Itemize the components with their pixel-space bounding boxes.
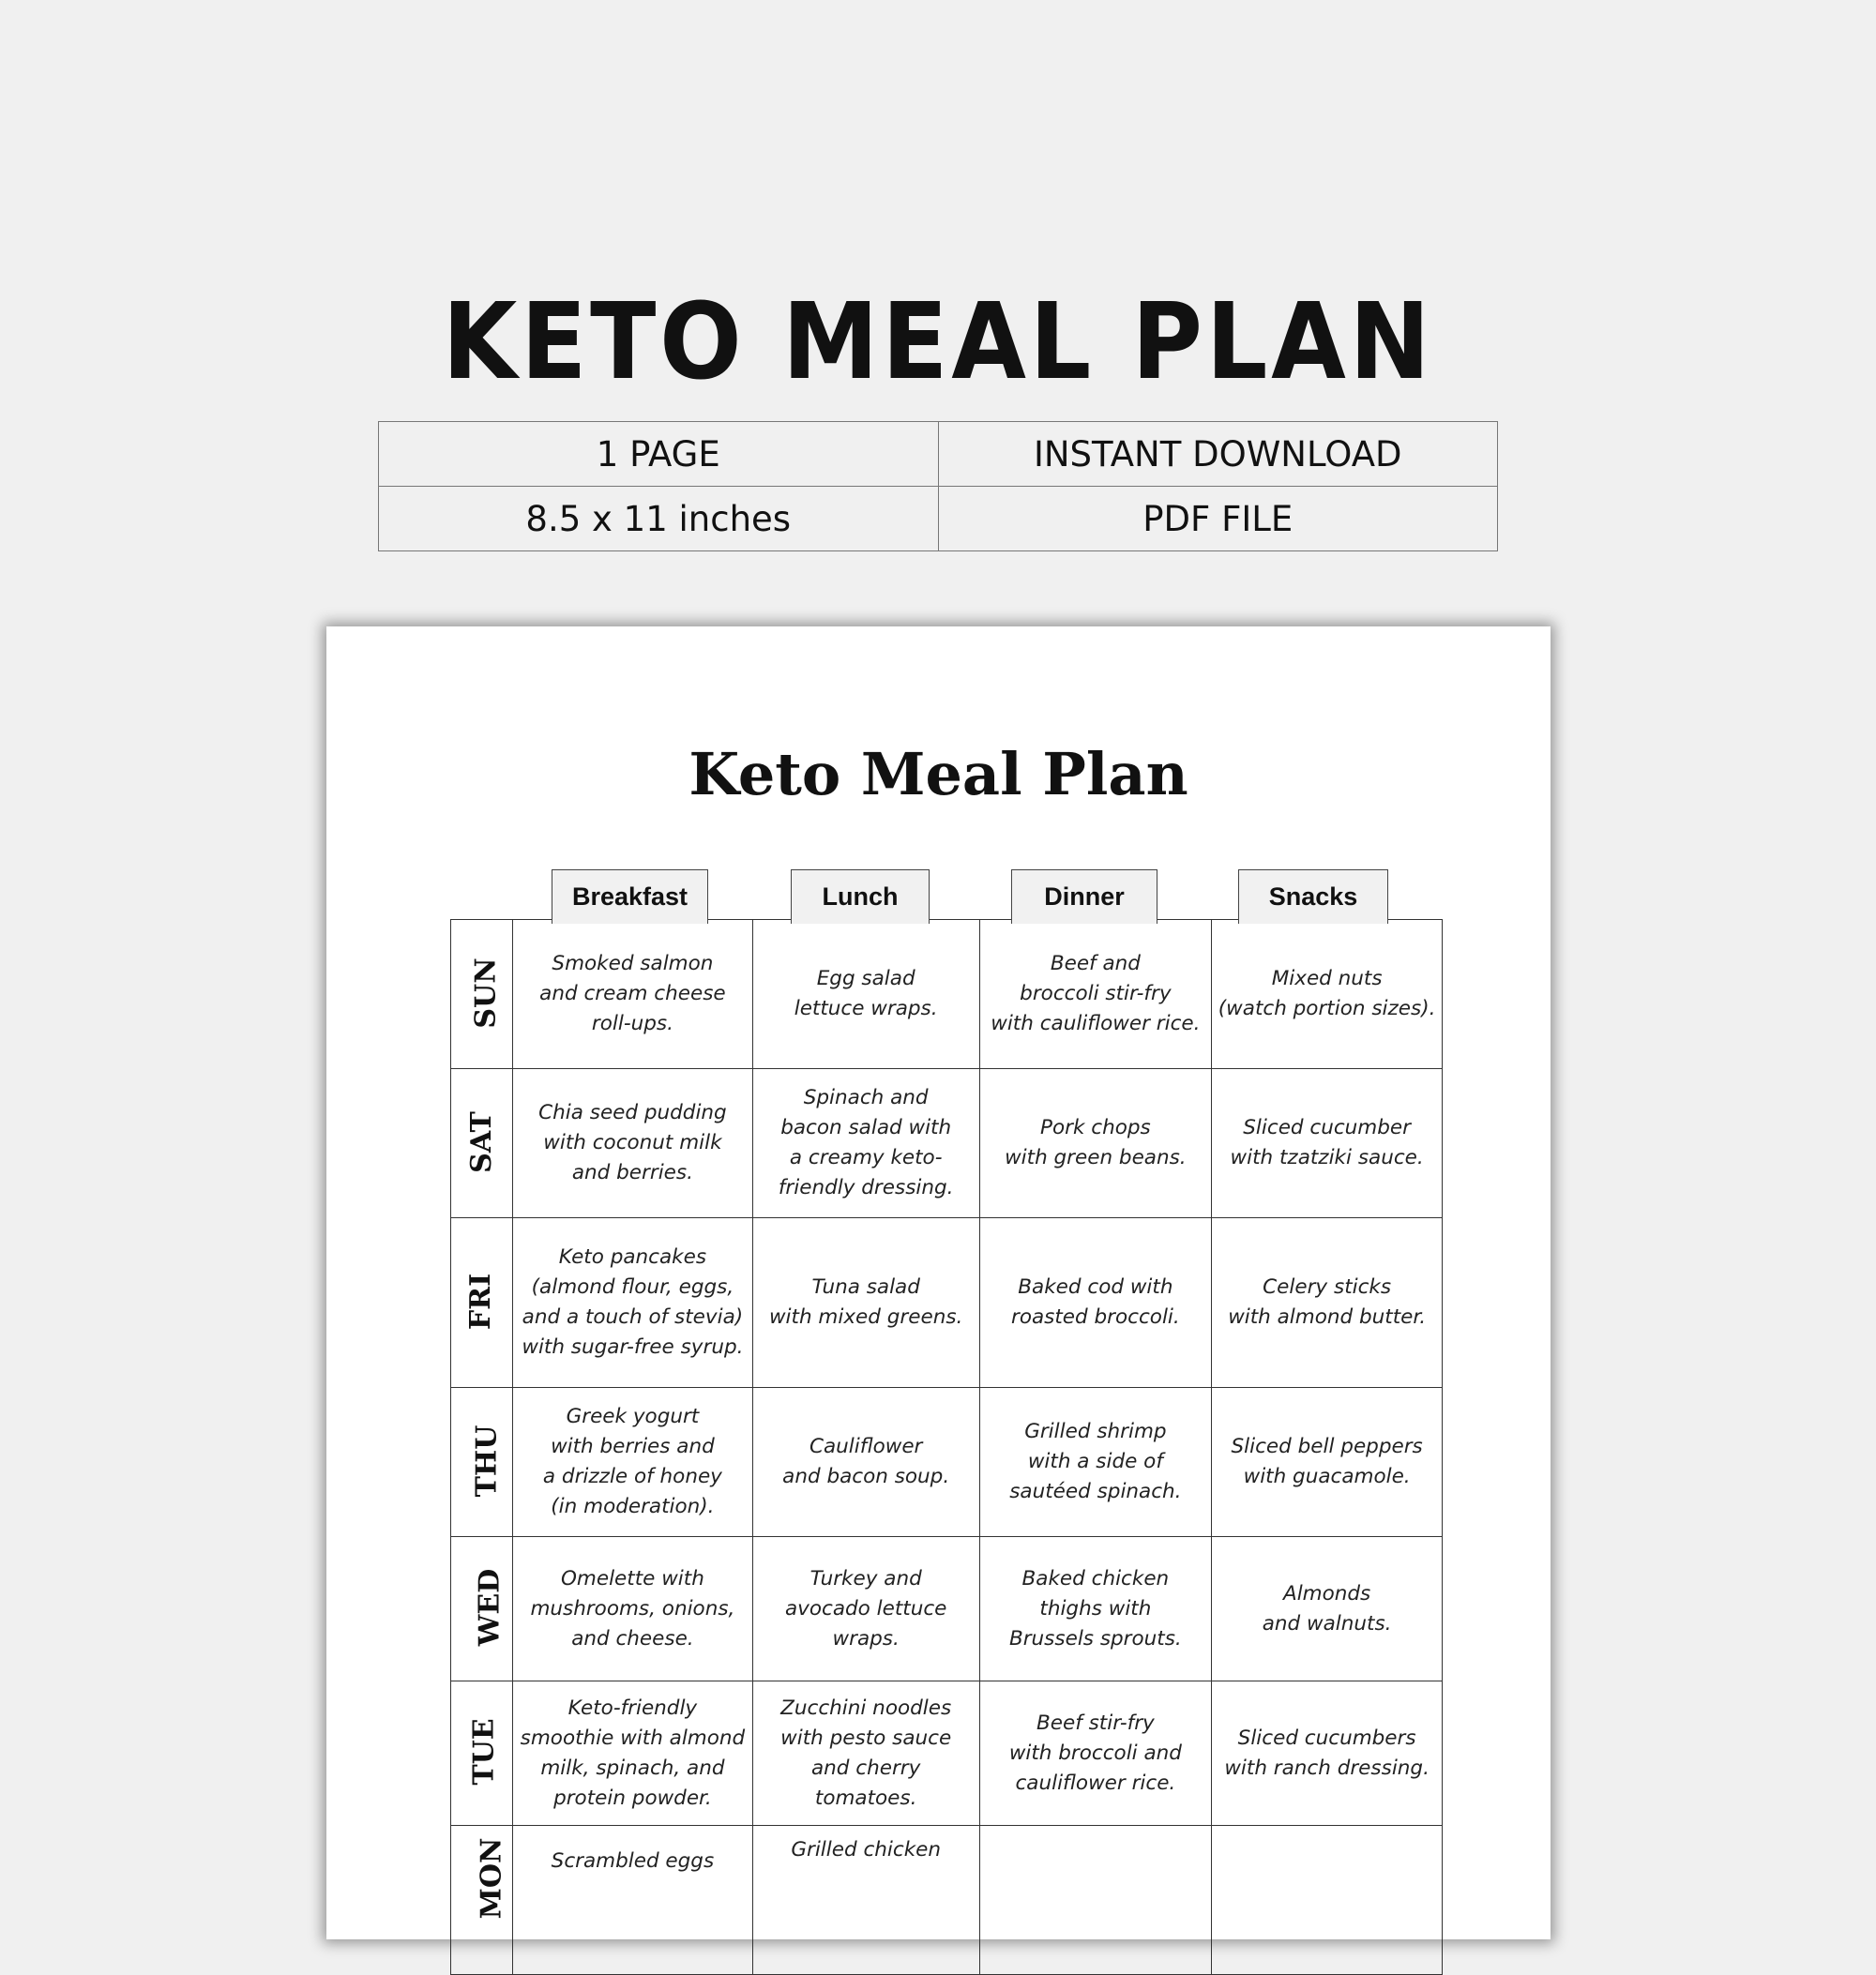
day-cell xyxy=(451,1388,513,1537)
meal-cell-dinner: Pork chops with green beans. xyxy=(979,1069,1212,1218)
meal-cell-lunch: Cauliflower and bacon soup. xyxy=(752,1388,979,1537)
day-row-sun xyxy=(451,920,1443,1069)
meal-cell-lunch: Grilled chicken xyxy=(752,1826,979,1975)
day-cell xyxy=(451,1069,513,1218)
day-label: FRI xyxy=(464,1273,498,1330)
day-label: MON xyxy=(475,1837,508,1920)
day-cell xyxy=(451,1681,513,1826)
meal-cell-lunch: Tuna salad with mixed greens. xyxy=(752,1218,979,1388)
meal-cell-lunch: Spinach and bacon salad with a creamy keto- friendly dressing. xyxy=(752,1069,979,1218)
printable-sheet-preview xyxy=(326,626,1551,1939)
day-row-wed xyxy=(451,1537,1443,1681)
meal-cell-snacks: Mixed nuts (watch portion sizes). xyxy=(1212,920,1443,1069)
info-size: 8.5 x 11 inches xyxy=(379,487,939,551)
info-delivery: INSTANT DOWNLOAD xyxy=(938,422,1498,487)
column-header-breakfast: Breakfast xyxy=(552,869,708,924)
meal-cell-snacks: Sliced cucumbers with ranch dressing. xyxy=(1212,1681,1443,1826)
meal-cell-lunch: Zucchini noodles with pesto sauce and cherry tomatoes. xyxy=(752,1681,979,1826)
info-row xyxy=(379,422,1498,487)
day-cell xyxy=(451,1537,513,1681)
meal-cell-breakfast: Greek yogurt with berries and a drizzle of honey (in moderation). xyxy=(512,1388,752,1537)
meal-cell-breakfast: Scrambled eggs xyxy=(512,1826,752,1975)
column-header-lunch: Lunch xyxy=(791,869,930,924)
day-row-fri xyxy=(451,1218,1443,1388)
day-label: TUE xyxy=(467,1718,501,1786)
meal-cell-dinner xyxy=(979,1826,1212,1975)
day-cell xyxy=(451,1826,513,1975)
meal-cell-dinner: Grilled shrimp with a side of sautéed spinach. xyxy=(979,1388,1212,1537)
meal-cell-dinner: Baked cod with roasted broccoli. xyxy=(979,1218,1212,1388)
info-row xyxy=(379,487,1498,551)
product-info-table xyxy=(378,421,1498,551)
day-cell xyxy=(451,920,513,1069)
day-row-tue xyxy=(451,1681,1443,1826)
meal-cell-dinner: Beef stir-fry with broccoli and cauliflower rice. xyxy=(979,1681,1212,1826)
info-pages: 1 PAGE xyxy=(379,422,939,487)
meal-cell-snacks: Almonds and walnuts. xyxy=(1212,1537,1443,1681)
day-label: WED xyxy=(473,1568,507,1647)
meal-cell-dinner: Beef and broccoli stir-fry with cauliflower rice. xyxy=(979,920,1212,1069)
column-header-snacks: Snacks xyxy=(1238,869,1388,924)
meal-cell-snacks: Sliced bell peppers with guacamole. xyxy=(1212,1388,1443,1537)
day-row-thu xyxy=(451,1388,1443,1537)
info-format: PDF FILE xyxy=(938,487,1498,551)
meal-cell-dinner: Baked chicken thighs with Brussels sprouts. xyxy=(979,1537,1212,1681)
day-cell xyxy=(451,1218,513,1388)
day-label: SUN xyxy=(469,957,503,1029)
meal-cell-breakfast: Smoked salmon and cream cheese roll-ups. xyxy=(512,920,752,1069)
meal-cell-lunch: Turkey and avocado lettuce wraps. xyxy=(752,1537,979,1681)
meal-cell-breakfast: Keto pancakes (almond flour, eggs, and a touch of stevia) with sugar-free syrup. xyxy=(512,1218,752,1388)
column-header-dinner: Dinner xyxy=(1011,869,1157,924)
meal-cell-snacks xyxy=(1212,1826,1443,1975)
sheet-title: Keto Meal Plan xyxy=(688,740,1188,808)
day-label: THU xyxy=(470,1425,504,1497)
meal-cell-breakfast: Omelette with mushrooms, onions, and cheese. xyxy=(512,1537,752,1681)
day-row-mon xyxy=(451,1826,1443,1975)
meal-cell-breakfast: Chia seed pudding with coconut milk and berries. xyxy=(512,1069,752,1218)
page-title: KETO MEAL PLAN xyxy=(442,281,1434,403)
day-row-sat xyxy=(451,1069,1443,1218)
meal-plan-grid xyxy=(450,919,1443,1975)
day-label: SAT xyxy=(464,1110,498,1173)
meal-cell-snacks: Sliced cucumber with tzatziki sauce. xyxy=(1212,1069,1443,1218)
meal-cell-snacks: Celery sticks with almond butter. xyxy=(1212,1218,1443,1388)
meal-cell-breakfast: Keto-friendly smoothie with almond milk, spinach, and protein powder. xyxy=(512,1681,752,1826)
meal-cell-lunch: Egg salad lettuce wraps. xyxy=(752,920,979,1069)
